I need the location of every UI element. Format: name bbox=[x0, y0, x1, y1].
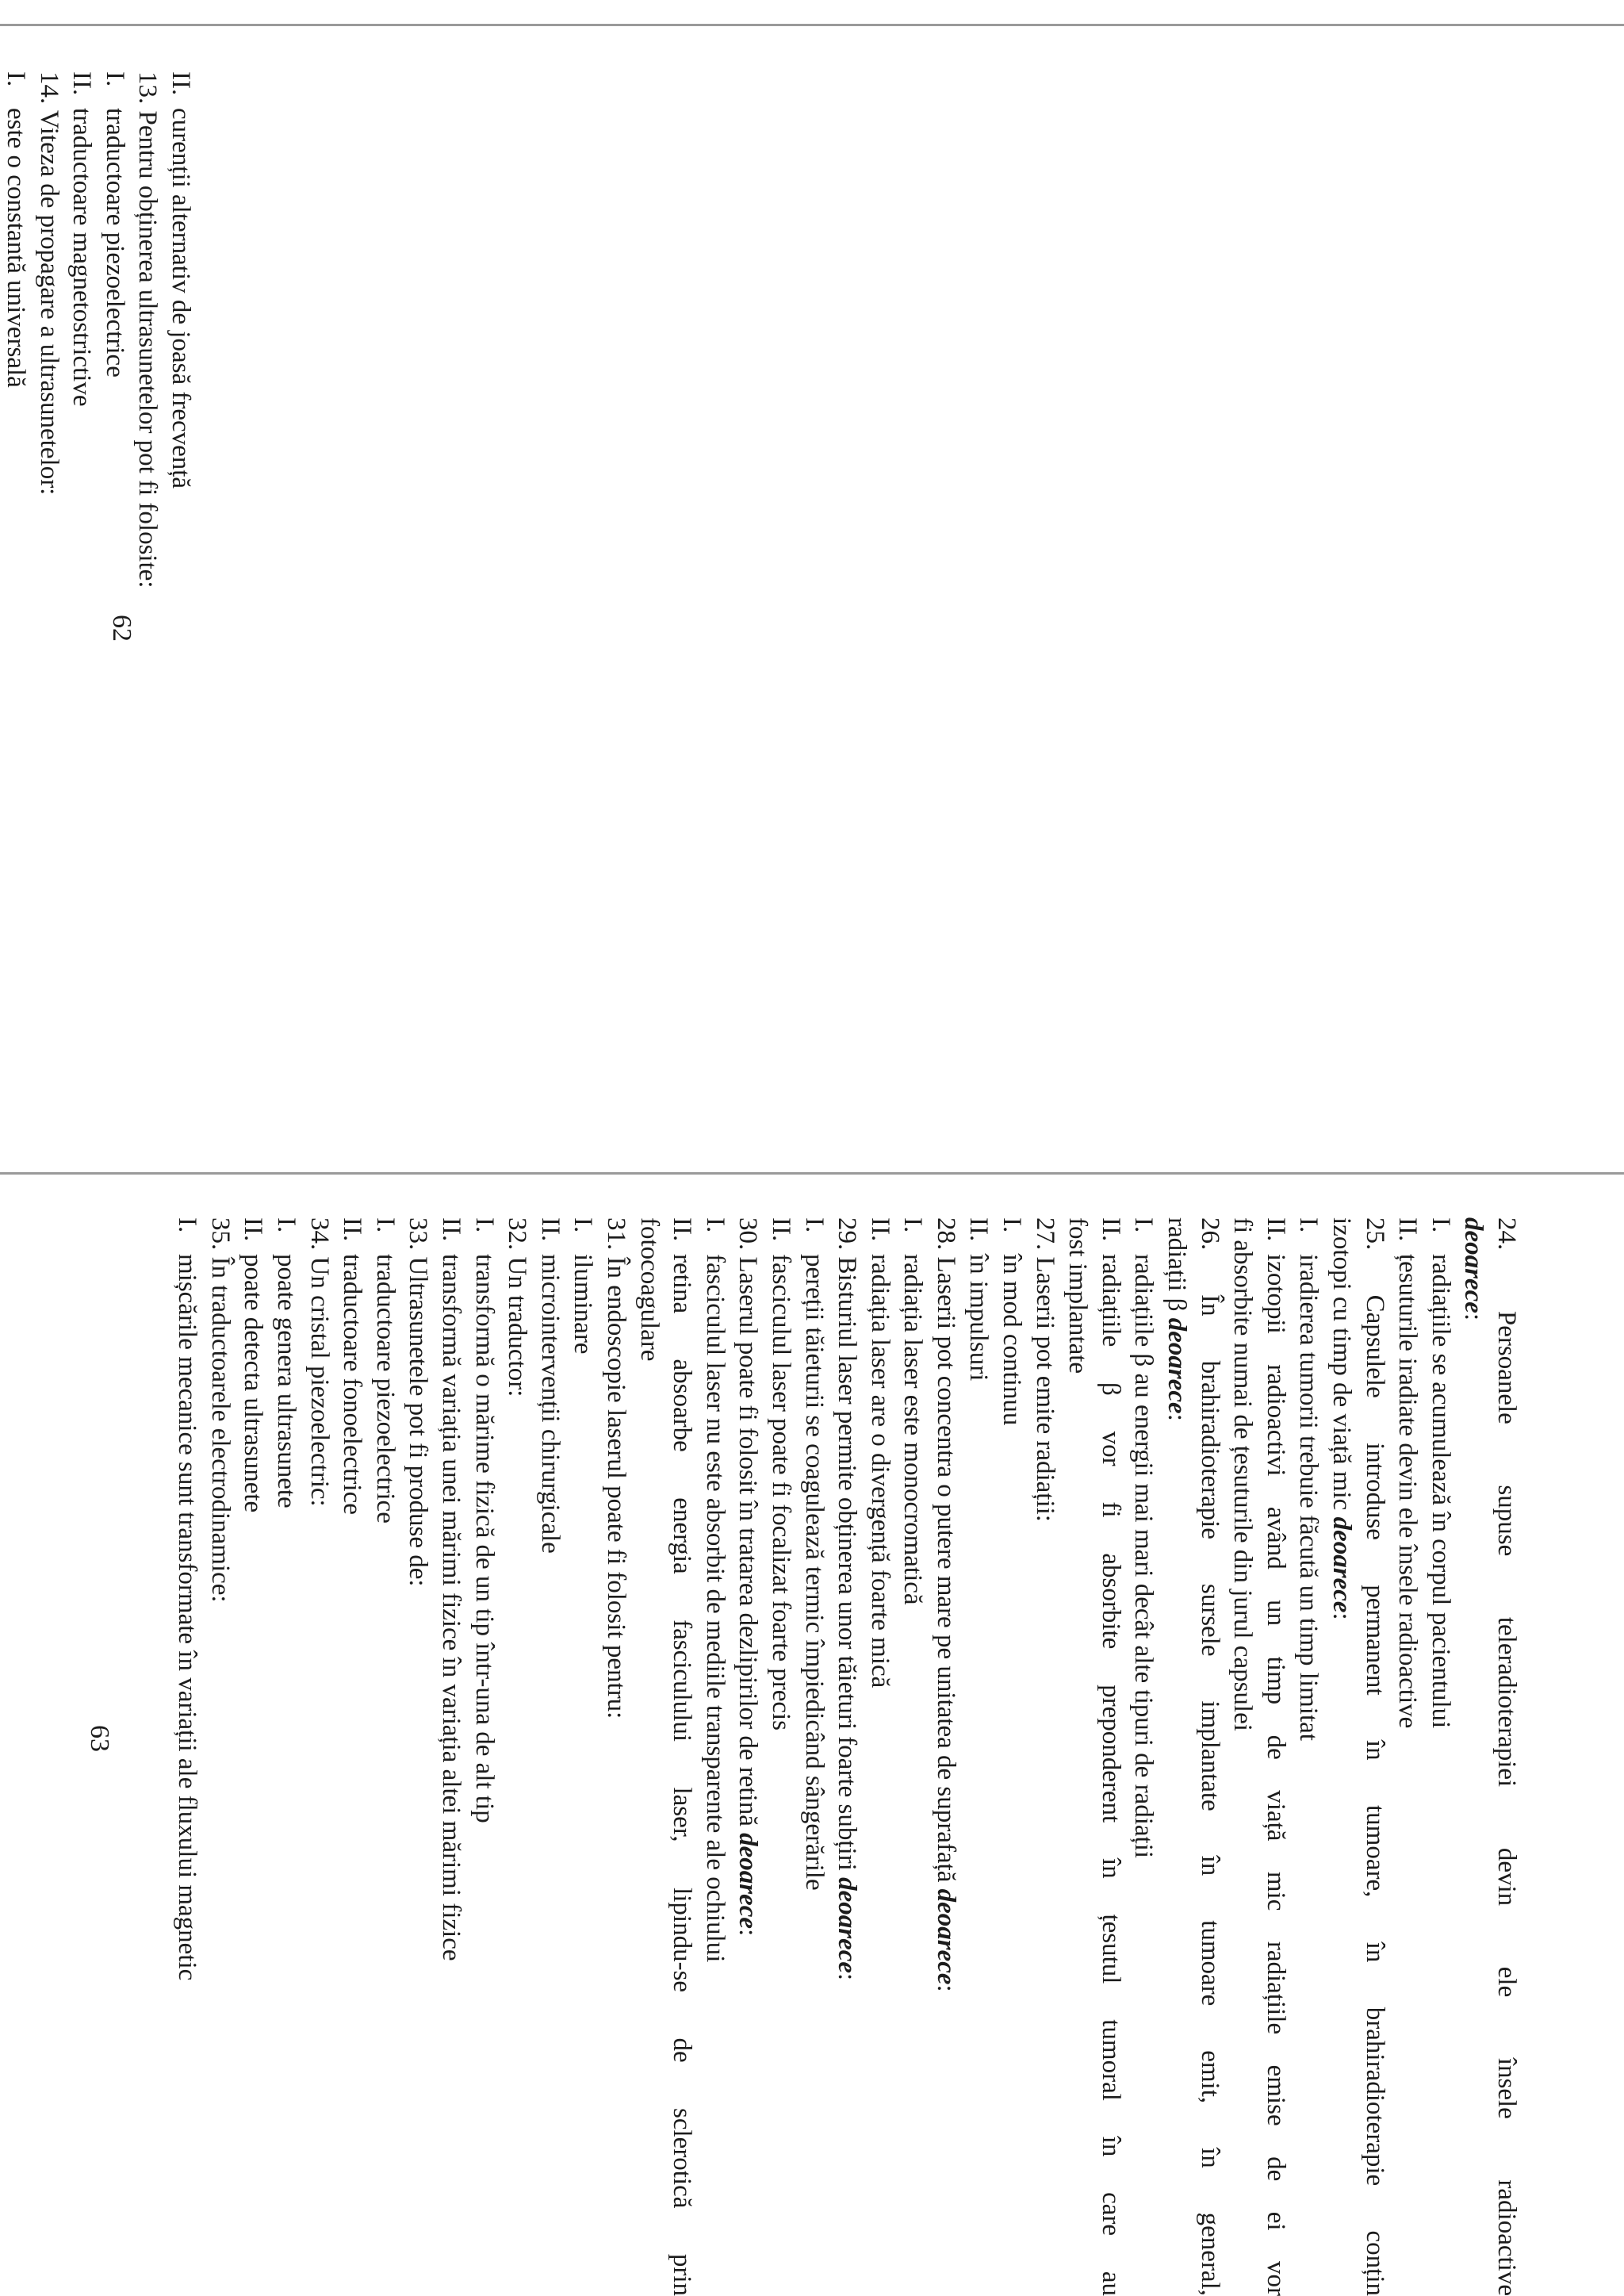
line-text: fotocoagulare bbox=[634, 1217, 664, 1362]
question-line bbox=[731, 1217, 764, 2296]
answer-option-line bbox=[566, 1217, 599, 2296]
line-text: microintervenții chirurgicale bbox=[535, 1254, 565, 1554]
question-line bbox=[1193, 1217, 1226, 2296]
question-line bbox=[302, 1217, 335, 2296]
answer-option-line bbox=[797, 1217, 830, 2296]
line-punctuation: : bbox=[1327, 1612, 1357, 1620]
emphasis-deoarece: deoarece bbox=[1162, 1317, 1192, 1414]
question-line bbox=[1061, 1217, 1094, 2296]
option-label: II. bbox=[535, 1217, 565, 1242]
line-text: 13. Pentru obținerea ultrasunetelor pot fi folosite: bbox=[133, 71, 163, 588]
answer-option-line bbox=[170, 1217, 204, 2296]
page-62-text bbox=[0, 71, 197, 1150]
answer-option-line bbox=[665, 1217, 699, 2296]
option-label: I. bbox=[799, 1217, 829, 1233]
line-text: 32. Un traductor: bbox=[503, 1217, 532, 1397]
line-text: iradierea tumorii trebuie făcută un timp limitat bbox=[1294, 1254, 1323, 1741]
option-label: II. bbox=[1261, 1217, 1290, 1242]
question-line bbox=[32, 71, 65, 1150]
line-text: izotopi cu timp de viață mic bbox=[1327, 1217, 1357, 1511]
line-text: transformă variația unei mărimi fizice în variația altei mărimi fizice bbox=[437, 1254, 465, 1961]
question-line bbox=[830, 1217, 864, 2296]
scan-top-edge bbox=[0, 24, 1624, 26]
option-label: I. bbox=[173, 1217, 202, 1233]
line-text: pereții tăieturii se coagulează termic împiedicând sângerările bbox=[799, 1254, 829, 1891]
answer-option-line bbox=[163, 71, 197, 1150]
line-text: în impulsuri bbox=[964, 1254, 994, 1382]
answer-option-line bbox=[467, 1217, 500, 2296]
option-label: I. bbox=[1294, 1217, 1323, 1233]
answer-option-line bbox=[1258, 1217, 1292, 2296]
option-label: II. bbox=[865, 1217, 894, 1242]
option-label: I. bbox=[2, 71, 31, 87]
answer-option-line bbox=[434, 1217, 467, 2296]
line-text: mișcările mecanice sunt transformate în variații ale fluxului magnetic bbox=[173, 1254, 202, 1981]
emphasis-deoarece: deoarece bbox=[833, 1877, 862, 1974]
answer-option-line bbox=[0, 71, 32, 1150]
line-text: 28. Laserii pot concentra o putere mare pe unitatea de suprafață bbox=[931, 1217, 960, 1883]
line-text: fasciculul laser nu este absorbit de mediile transparente ale ochiului bbox=[700, 1254, 730, 1963]
line-text: poate detecta ultrasunete bbox=[239, 1254, 268, 1513]
page-63-text bbox=[170, 1217, 1522, 2296]
question-line bbox=[131, 71, 164, 1150]
question-line bbox=[1028, 1217, 1061, 2296]
answer-option-line bbox=[863, 1217, 896, 2296]
answer-option-line bbox=[1423, 1217, 1457, 2296]
question-line bbox=[401, 1217, 435, 2296]
line-text: 31. În endoscopie laserul poate fi folosit pentru: bbox=[601, 1217, 630, 1719]
line-text: 35. În traductoarele electrodinamice: bbox=[205, 1217, 235, 1603]
option-label: II. bbox=[1096, 1217, 1125, 1242]
line-text: traductoare piezoelectrice bbox=[370, 1254, 400, 1524]
line-text: radiațiile β vor fi absorbite preponderent în țesutul tumoral în care au bbox=[1096, 1254, 1125, 2296]
line-text: traductoare magnetostrictive bbox=[67, 108, 97, 407]
answer-option-line bbox=[995, 1217, 1028, 2296]
answer-option-line bbox=[236, 1217, 270, 2296]
line-punctuation: : bbox=[733, 1929, 763, 1937]
question-line bbox=[1226, 1217, 1259, 2296]
answer-option-line bbox=[698, 1217, 731, 2296]
option-label: II. bbox=[668, 1217, 697, 1242]
line-text: fost implantate bbox=[1063, 1217, 1093, 1374]
answer-option-line bbox=[896, 1217, 929, 2296]
emphasis-deoarece: deoarece bbox=[1459, 1217, 1488, 1313]
option-label: I. bbox=[100, 71, 129, 87]
answer-option-line bbox=[335, 1217, 369, 2296]
answer-option-line bbox=[368, 1217, 401, 2296]
answer-option-line bbox=[764, 1217, 797, 2296]
line-text: 26. În brahiradioterapie sursele implantate în tumoare emit, în general, bbox=[1195, 1217, 1224, 2296]
line-text: iluminare bbox=[569, 1254, 598, 1355]
line-text: 27. Laserii pot emite radiații: bbox=[1030, 1217, 1059, 1522]
option-label: II. bbox=[338, 1217, 367, 1242]
question-line bbox=[1159, 1217, 1193, 2296]
option-label: II. bbox=[964, 1217, 994, 1242]
line-text: retina absoarbe energia fasciculului laser, lipindu-se de sclerotică prin bbox=[668, 1254, 697, 2296]
answer-option-line bbox=[1292, 1217, 1325, 2296]
emphasis-deoarece: deoarece bbox=[931, 1888, 960, 1985]
line-text: radiații β bbox=[1162, 1217, 1192, 1312]
line-text: 34. Un cristal piezoelectric: bbox=[304, 1217, 334, 1507]
question-line bbox=[632, 1217, 665, 2296]
line-text: 25. Capsulele introduse permanent în tumoare, în brahiradioterapie conțin bbox=[1360, 1217, 1389, 2296]
answer-option-line bbox=[962, 1217, 995, 2296]
line-text: fi absorbite numai de țesuturile din jurul capsulei bbox=[1228, 1217, 1258, 1731]
emphasis-deoarece: deoarece bbox=[1327, 1516, 1357, 1613]
answer-option-line bbox=[65, 71, 98, 1150]
question-line bbox=[1324, 1217, 1358, 2296]
line-text: radiațiile β au energii mai mari decât alte tipuri de radiații bbox=[1129, 1254, 1159, 1859]
answer-option-line bbox=[1391, 1217, 1424, 2296]
question-line bbox=[1457, 1217, 1490, 2296]
line-text: 29. Bisturiul laser permite obținerea unor tăieturi foarte subțiri bbox=[833, 1217, 862, 1871]
line-text: izotopii radioactivi având un timp de viață mic radiațiile emise de ei vor bbox=[1261, 1254, 1290, 2296]
option-label: II. bbox=[766, 1217, 795, 1242]
line-text: 30. Laserul poate fi folosit în tratarea dezlipirilor de retină bbox=[733, 1217, 763, 1826]
question-line bbox=[1489, 1217, 1522, 2296]
option-label: I. bbox=[1426, 1217, 1455, 1233]
line-text: 14. Viteza de propagare a ultrasunetelor: bbox=[34, 71, 63, 496]
option-label: II. bbox=[437, 1217, 465, 1242]
line-text: 33. Ultrasunetele pot fi produse de: bbox=[404, 1217, 433, 1587]
option-label: I. bbox=[1129, 1217, 1159, 1233]
line-punctuation: : bbox=[1162, 1413, 1192, 1421]
answer-option-line bbox=[1094, 1217, 1127, 2296]
line-text: curenții alternativ de joasă frecvență bbox=[167, 108, 195, 489]
option-label: II. bbox=[167, 71, 195, 96]
line-punctuation: : bbox=[931, 1984, 960, 1992]
option-label: I. bbox=[469, 1217, 499, 1233]
option-label: I. bbox=[898, 1217, 928, 1233]
line-text: fasciculul laser poate fi focalizat foarte precis bbox=[766, 1254, 795, 1731]
emphasis-deoarece: deoarece bbox=[733, 1833, 763, 1930]
answer-option-line bbox=[533, 1217, 566, 2296]
option-label: I. bbox=[998, 1217, 1027, 1233]
line-punctuation: : bbox=[833, 1973, 862, 1981]
page-fold-line bbox=[0, 1172, 1624, 1175]
line-text: transformă o mărime fizică de un tip într-una de alt tip bbox=[469, 1254, 499, 1823]
line-text: radiația laser este monocromatică bbox=[898, 1254, 928, 1605]
option-label: I. bbox=[569, 1217, 598, 1233]
answer-option-line bbox=[1127, 1217, 1160, 2296]
page-number-62: 62 bbox=[107, 615, 136, 642]
line-text: traductoare fonoelectrice bbox=[338, 1254, 367, 1515]
line-punctuation: : bbox=[1459, 1313, 1488, 1321]
line-text: este o constantă universală bbox=[2, 108, 31, 388]
line-text: traductoare piezoelectrice bbox=[100, 108, 129, 378]
question-line bbox=[1358, 1217, 1391, 2296]
question-line bbox=[599, 1217, 632, 2296]
option-label: I. bbox=[272, 1217, 301, 1233]
answer-option-line bbox=[269, 1217, 302, 2296]
page-number-63: 63 bbox=[85, 1725, 114, 1752]
option-label: I. bbox=[370, 1217, 400, 1233]
line-text: radiațiile se acumulează în corpul pacientului bbox=[1426, 1254, 1455, 1729]
question-line bbox=[203, 1217, 236, 2296]
question-line bbox=[929, 1217, 962, 2296]
question-line bbox=[500, 1217, 534, 2296]
line-text: în mod continuu bbox=[998, 1254, 1027, 1426]
line-text: țesuturile iradiate devin ele însele radioactive bbox=[1393, 1254, 1423, 1729]
line-text: poate genera ultrasunete bbox=[272, 1254, 301, 1508]
option-label: I. bbox=[700, 1217, 730, 1233]
option-label: II. bbox=[1393, 1217, 1423, 1242]
line-text: radiația laser are o divergență foarte mică bbox=[865, 1254, 894, 1688]
line-text: 24. Persoanele supuse teleradioterapiei devin ele însele radioactive bbox=[1492, 1217, 1521, 2296]
answer-option-line bbox=[98, 71, 131, 1150]
option-label: II. bbox=[67, 71, 97, 96]
option-label: II. bbox=[239, 1217, 268, 1242]
